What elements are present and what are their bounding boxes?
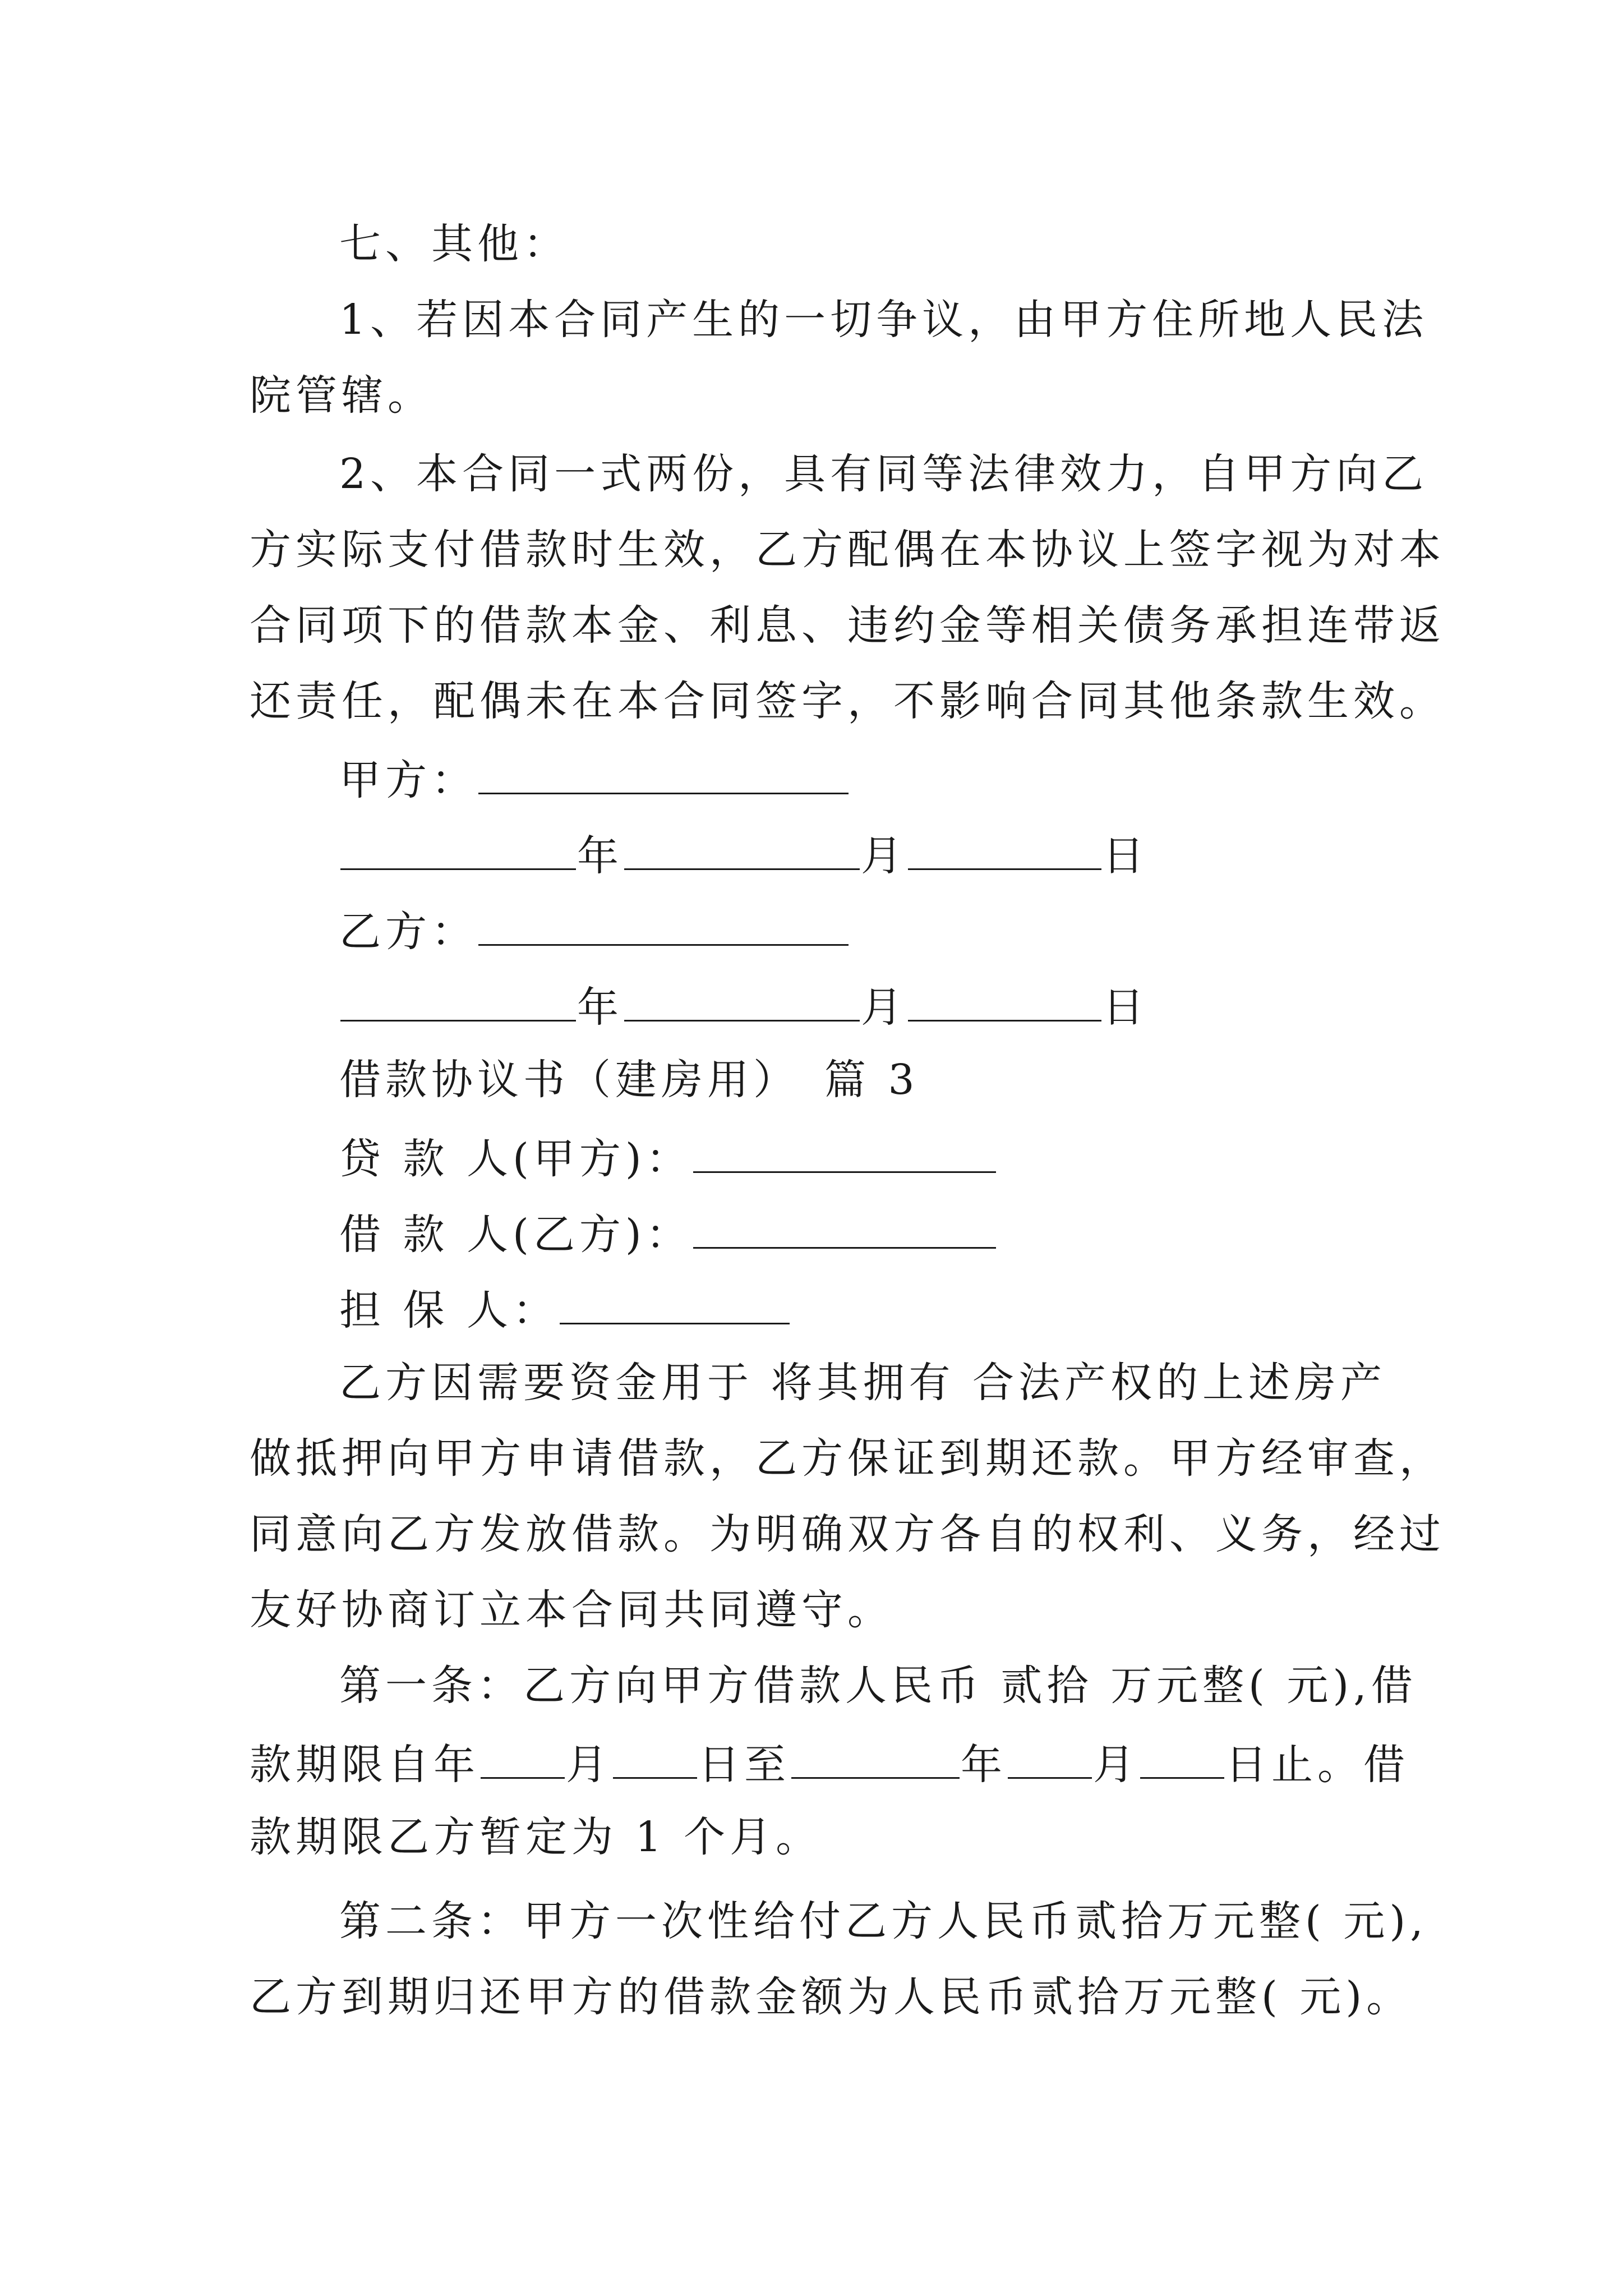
party-a-month-blank: [624, 825, 860, 870]
lender-blank: [693, 1128, 996, 1173]
party-a-blank: [478, 749, 849, 794]
article-1-line-2: [250, 1733, 1409, 1793]
agreement-3-title: 借款协议书（建房用） 篇 3: [339, 1056, 919, 1104]
day-label: 日: [1103, 832, 1149, 880]
article-1-text-f: 日止。借: [1225, 1741, 1409, 1789]
intro-paragraph-line-1: 乙方因需要资金用于 将其拥有 合法产权的上述房产: [339, 1359, 1387, 1407]
article-1-blank-3: [791, 1733, 960, 1779]
article-1-text-a: 款期限自年: [250, 1741, 479, 1789]
guarantor-label: 担 保 人：: [339, 1286, 559, 1335]
section-7-item-2: 2、本合同一式两份，具有同等法律效力，自甲方向乙: [339, 450, 1428, 498]
borrower-label: 借 款 人(乙方)：: [339, 1211, 692, 1259]
party-a-label: 甲方：: [339, 756, 477, 804]
article-1-text-d: 年: [961, 1741, 1007, 1789]
party-b-year-blank: [340, 976, 576, 1022]
party-a-date-line: [339, 825, 1149, 884]
article-2-line-2: 乙方到期归还甲方的借款金额为人民币贰拾万元整( 元)。: [250, 1973, 1413, 2021]
section-7-item-1-cont: 院管辖。: [250, 371, 434, 420]
section-7-item-2-cont-2: 合同项下的借款本金、利息、违约金等相关债务承担连带返: [250, 601, 1445, 650]
article-1-line-3: 款期限乙方暂定为 1 个月。: [250, 1813, 822, 1861]
year-label: 年: [577, 983, 623, 1032]
party-a-signature-line: [339, 749, 850, 808]
intro-paragraph-line-3: 同意向乙方发放借款。为明确双方各自的权利、义务，经过: [250, 1510, 1445, 1558]
section-7-heading: 七、其他：: [339, 220, 569, 268]
party-b-day-blank: [908, 976, 1101, 1022]
intro-paragraph-line-2: 做抵押向甲方申请借款，乙方保证到期还款。甲方经审查，: [250, 1434, 1445, 1483]
lender-label: 贷 款 人(甲方)：: [339, 1135, 692, 1183]
party-b-blank: [478, 900, 849, 946]
year-label: 年: [577, 832, 623, 880]
section-7-item-2-cont-1: 方实际支付借款时生效，乙方配偶在本协议上签字视为对本: [250, 526, 1445, 574]
party-b-signature-line: [339, 900, 850, 960]
party-b-month-blank: [624, 976, 860, 1022]
article-1-text-e: 月: [1093, 1741, 1139, 1789]
section-7-item-1: 1、若因本合同产生的一切争议，由甲方住所地人民法: [339, 296, 1428, 344]
month-label: 月: [861, 983, 907, 1032]
borrower-line: [339, 1203, 997, 1263]
day-label: 日: [1103, 983, 1149, 1032]
party-a-day-blank: [908, 825, 1101, 870]
party-b-label: 乙方：: [339, 908, 477, 956]
article-1-text-c: 日至: [698, 1741, 790, 1789]
section-7-item-2-cont-3: 还责任，配偶未在本合同签字，不影响合同其他条款生效。: [250, 677, 1445, 725]
article-1-blank-4: [1008, 1733, 1092, 1779]
article-1-blank-1: [481, 1733, 565, 1779]
article-2-line-1: 第二条：甲方一次性给付乙方人民币贰拾万元整( 元),: [339, 1897, 1428, 1945]
borrower-blank: [693, 1203, 996, 1249]
party-a-year-blank: [340, 825, 576, 870]
article-1-line-1: 第一条：乙方向甲方借款人民币 贰拾 万元整( 元),借: [339, 1662, 1417, 1710]
lender-line: [339, 1128, 997, 1187]
article-1-blank-5: [1140, 1733, 1224, 1779]
guarantor-blank: [560, 1279, 790, 1324]
article-1-text-b: 月: [566, 1741, 612, 1789]
month-label: 月: [861, 832, 907, 880]
party-b-date-line: [339, 976, 1149, 1036]
intro-paragraph-line-4: 友好协商订立本合同共同遵守。: [250, 1586, 893, 1634]
article-1-blank-2: [613, 1733, 697, 1779]
guarantor-line: [339, 1279, 791, 1338]
